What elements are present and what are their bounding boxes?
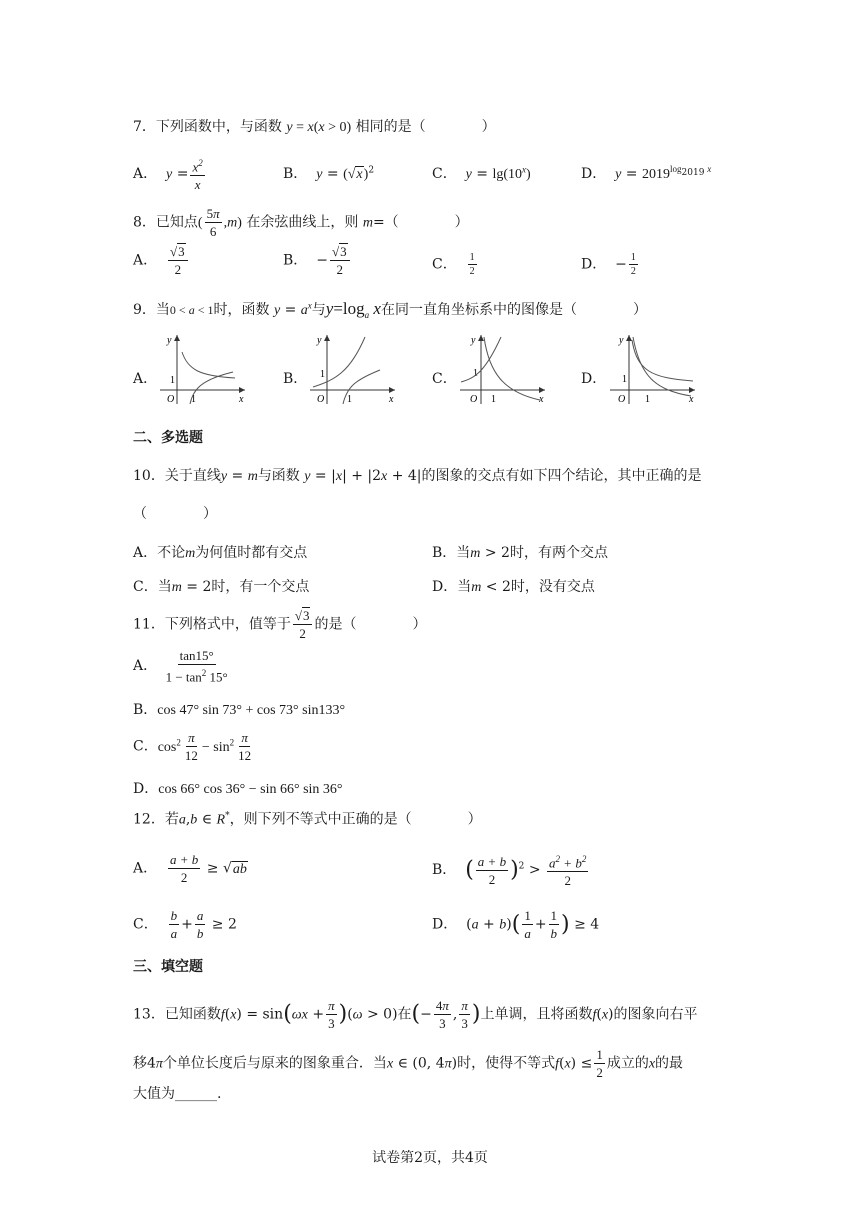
svg-text:O: O <box>317 394 325 405</box>
q10-option-a: A．不论m为何值时都有交点 <box>133 545 308 561</box>
q9-option-c-label: C． <box>432 371 457 387</box>
svg-text:y: y <box>317 335 322 346</box>
svg-text:1: 1 <box>491 394 496 405</box>
svg-text:1: 1 <box>347 394 352 405</box>
q7-option-d: D． $y = 2019^{log_{2019} x}$ <box>581 164 712 182</box>
svg-text:x: x <box>389 394 394 405</box>
svg-text:y: y <box>471 335 476 346</box>
svg-text:O: O <box>618 394 626 405</box>
q8-option-c: C． $\frac{1}{2}$ <box>432 252 475 277</box>
q8-option-b: B． − $\frac{√3}{2}$ <box>283 244 352 277</box>
section-multiple-choice: 二、多选题 <box>133 430 203 446</box>
q10-stem: 10．关于直线y = m与函数 y = |x| + |2x + 4|的图象的交点有如下四个结论，其中正确的是 <box>133 468 702 484</box>
svg-text:O: O <box>470 394 478 405</box>
q9-graph-c <box>455 332 550 407</box>
svg-text:y: y <box>619 335 624 346</box>
q10-option-c: C．当m = 2时，有一个交点 <box>133 579 310 595</box>
svg-text:1: 1 <box>473 368 478 379</box>
svg-text:1: 1 <box>191 394 196 405</box>
svg-text:1: 1 <box>170 375 175 386</box>
svg-text:x: x <box>689 394 694 405</box>
q9-graph-b <box>305 332 400 407</box>
q12-option-d: D． (a + b)( $\frac{1}{a}$ + $\frac{1}{b}$ ) ≥ 4 <box>432 908 600 941</box>
svg-text:1: 1 <box>320 369 325 380</box>
q8-option-a: A． $\frac{√3}{2}$ <box>133 244 190 277</box>
q9-graph-a <box>155 332 250 407</box>
q11-option-c: C．$\cos^2$ $\frac{\pi}{12}$ − $\sin^2$ $\frac{\pi}{12}$ <box>133 730 252 763</box>
q10-option-d: D．当m < 2时，没有交点 <box>432 579 595 595</box>
q13-line3: 大值为______. <box>133 1086 222 1102</box>
q7-stem: 7．下列函数中，与函数 y = x(x > 0) 相同的是（ ） <box>133 119 496 135</box>
svg-text:1: 1 <box>622 374 627 385</box>
q13-line2: 移4π个单位长度后与原来的图象重合．当x ∈ (0, 4π)时，使得不等式f(x) ≤ $\frac{1}{2}$ 成立的x的最 <box>133 1047 684 1080</box>
q7-option-a: A． y = $\frac{x^2}{x}$ <box>133 158 203 193</box>
q7-option-c: C． $y = \lg(10^x)$ <box>432 164 531 182</box>
q12-option-a: A． $\frac{a + b}{2}$ ≥ √ab <box>133 852 247 885</box>
q9-option-b-label: B． <box>283 371 308 387</box>
q7-option-b: B． $y = (√x)^2$ <box>283 165 375 182</box>
q12-option-c: C． $\frac{b}{a}$ + $\frac{a}{b}$ ≥ 2 <box>133 908 237 941</box>
q10-paren: （ ） <box>133 506 217 522</box>
q11-option-b: B．cos 47° sin 73° + cos 73° sin133° <box>133 702 346 718</box>
q9-option-d-label: D． <box>581 371 607 387</box>
page-footer: 试卷第2页，共4页 <box>372 1150 488 1166</box>
q9-graph-d <box>605 332 700 407</box>
svg-text:1: 1 <box>645 394 650 405</box>
section-fill-in-blank: 三、填空题 <box>133 959 203 975</box>
q11-option-d: D．cos 66° cos 36° − sin 66° sin 36° <box>133 781 343 797</box>
svg-text:x: x <box>239 394 244 405</box>
q13-line1: 13．已知函数f(x) = sin(ωx + $\frac{\pi}{3}$ )(ω > 0)在(− $\frac{4\pi}{3}$ , $\frac{\pi}{3}$ )上单调，且将函数f(x)的图象向右平 <box>133 998 698 1031</box>
q8-option-d: D． − $\frac{1}{2}$ <box>581 252 636 277</box>
svg-text:y: y <box>167 335 172 346</box>
q11-stem: 11．下列格式中，值等于 $\frac{√3}{2}$ 的是（ ） <box>133 608 427 641</box>
q10-option-b: B．当m > 2时，有两个交点 <box>432 545 608 561</box>
q12-stem: 12．若a,b ∈ R*，则下列不等式中正确的是（ ） <box>133 811 482 828</box>
svg-text:O: O <box>167 394 175 405</box>
q12-option-b: B． ( $\frac{a + b}{2}$ )$^2$ > $\frac{a^2 + b^2}{2}$ <box>432 853 587 889</box>
q9-stem: 9．当0 < a < 1时，函数 $y = a^x$与$y=\log_a$ x在同一直角坐标系中的图像是（ ） <box>133 299 647 320</box>
q11-option-a: A． $\frac{\tan 15^\circ}{1 - \tan^2 15^\circ}$ <box>133 648 228 685</box>
q9-option-a-label: A． <box>133 371 158 387</box>
svg-text:x: x <box>539 394 544 405</box>
q8-stem: 8．已知点( $\frac{5\pi}{6}$ ,m) 在余弦曲线上，则 m=（ ） <box>133 206 469 239</box>
